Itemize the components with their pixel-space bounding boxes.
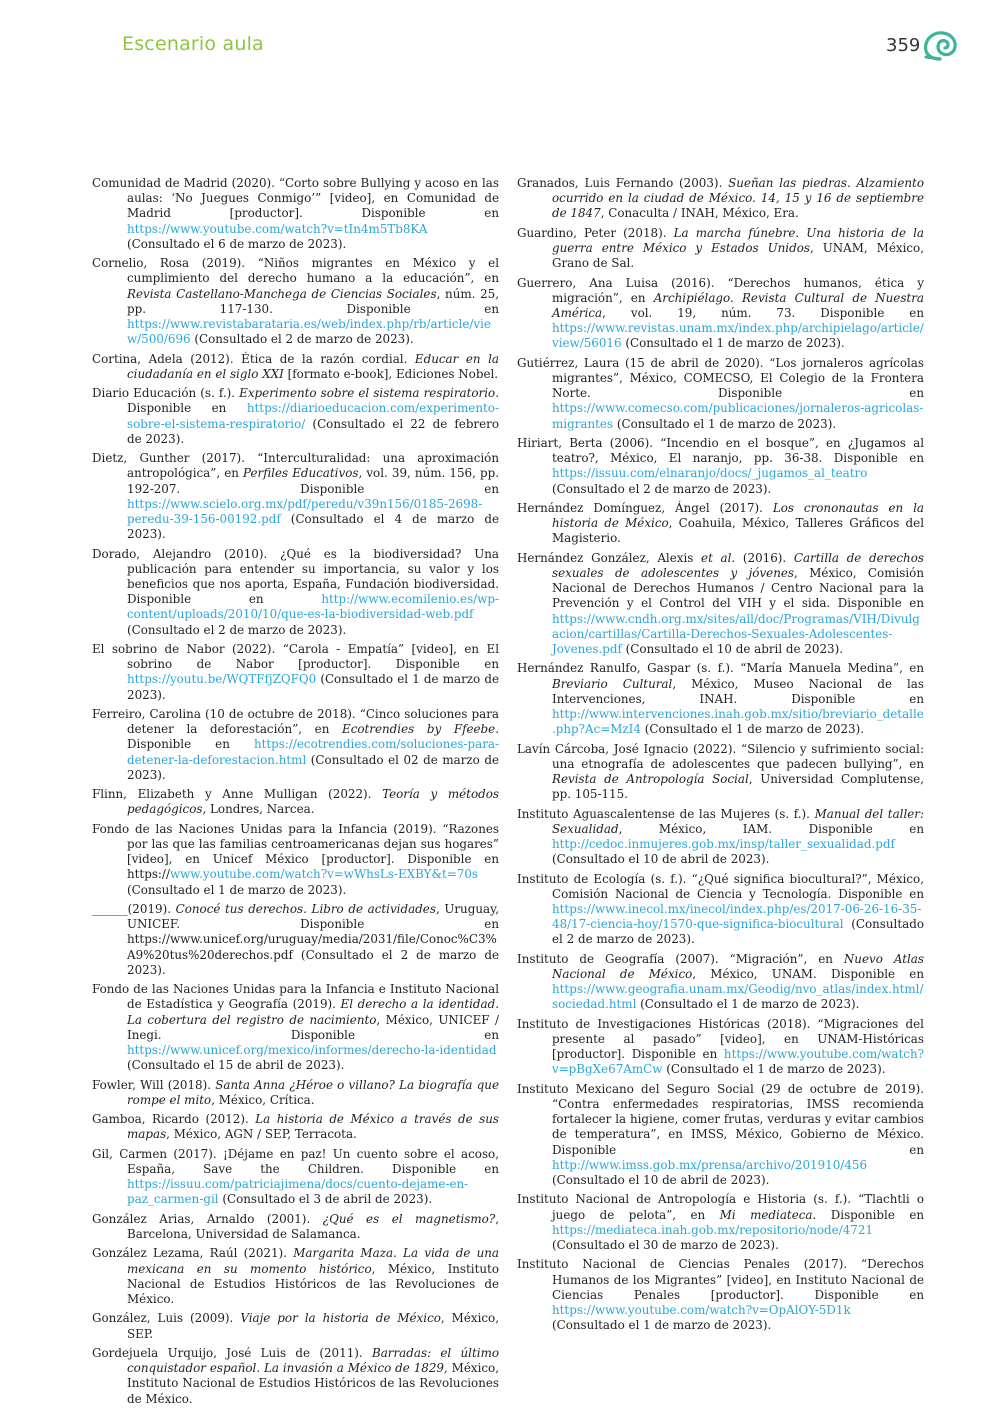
reference-text: Fondo de las Naciones Unidas para la Infancia (2019). “Razones por las que las familias centroamericanas dejan sus hogares” [video], en Unicef México [productor]. Disponible en https:// — [92, 821, 499, 882]
reference-text: Gil, Carmen (2017). ¡Déjame en paz! Un cuento sobre el acoso, España, Save the Children. Disponible en — [92, 1146, 499, 1177]
reference-link[interactable]: https://www.revistabarataria.es/web/index.php/rb/article/view/500/696 — [127, 317, 491, 347]
reference-entry — [92, 451, 499, 542]
reference-link[interactable]: https://www.unicef.org/mexico/informes/derecho-la-identidad — [127, 1043, 497, 1058]
reference-entry — [92, 1112, 499, 1142]
reference-entry — [517, 1082, 924, 1188]
reference-text: González, Luis (2009). — [92, 1311, 241, 1326]
reference-text: , núm. 25, pp. 117-130. Disponible en — [127, 286, 500, 316]
reference-entry — [517, 436, 924, 497]
reference-text: Hernández Domínguez, Ángel (2017). — [517, 501, 773, 515]
reference-entry — [92, 1246, 499, 1307]
reference-text: (Consultado el 10 de abril de 2023). — [621, 642, 844, 657]
reference-entry — [92, 547, 499, 638]
reference-text: Dietz, Gunther (2017). “Interculturalidad: una aproximación antropológica”, en — [92, 451, 499, 481]
reference-link[interactable]: https://www.scielo.org.mx/pdf/peredu/v39n156/0185-2698-peredu-39-156-00192.pdf — [127, 496, 483, 527]
reference-link[interactable]: http://www.ecomilenio.es/wp-content/uploads/2010/10/que-es-la-biodiversidad-web.pdf — [127, 592, 499, 622]
reference-entry — [517, 176, 924, 222]
reference-text: (Consultado el 22 de febrero de 2023). — [127, 416, 499, 446]
reference-text: Fowler, Will (2018). — [92, 1077, 216, 1092]
reference-link[interactable]: https://www.cndh.org.mx/sites/all/doc/Programas/VIH/Divulgacion/cartillas/Cartilla-Derechos-Sexuales-Adolescentes-Jovenes.pdf — [552, 611, 920, 657]
reference-entry — [517, 661, 924, 737]
reference-text: , México, Instituto Nacional de Estudios Históricos de las Revoluciones de México. — [127, 1361, 499, 1406]
reference-text: , Londres, Narcea. — [202, 802, 315, 817]
reference-text: , México, Museo Nacional de las Intervenciones, INAH. Disponible en — [552, 676, 925, 706]
reference-link[interactable]: https://ecotrendies.com/soluciones-para-detener-la-deforestacion.html — [127, 737, 499, 767]
reference-entry — [517, 226, 924, 272]
reference-text: Flinn, Elizabeth y Anne Mulligan (2022). — [92, 787, 383, 802]
reference-text: (Consultado el 1 de marzo de 2023). — [127, 672, 499, 702]
reference-link[interactable]: https://www.inecol.mx/inecol/index.php/es/2017-06-26-16-35-48/17-ciencia-hoy/1570-que-significa-biocultural — [552, 902, 922, 932]
reference-title: El derecho a la identidad. La cobertura del registro de nacimiento — [127, 997, 499, 1027]
spiral-shell-icon — [922, 29, 958, 61]
reference-title: Perfiles Educativos — [243, 466, 359, 481]
reference-entry — [92, 352, 499, 382]
reference-text: Instituto de Investigaciones Históricas (2018). “Migraciones del presente al pasado” [video], en UNAM-Históricas [productor]. Disponible en — [517, 1016, 924, 1062]
reference-text: (Consultado el 10 de abril de 2023). — [552, 852, 770, 867]
reference-text: Guerrero, Ana Luisa (2016). “Derechos humanos, ética y migración”, en — [517, 275, 924, 305]
reference-entry — [92, 787, 499, 817]
reference-text: Gamboa, Ricardo (2012). — [92, 1112, 256, 1127]
reference-text: (Consultado el 2 de marzo de 2023). — [552, 481, 772, 496]
reference-entry — [517, 551, 924, 657]
reference-text: (Consultado el 1 de marzo de 2023). — [621, 336, 845, 351]
references-right-column — [517, 176, 924, 1338]
reference-title: Los crononautas en la historia de México — [552, 501, 925, 531]
reference-text: (Consultado el 2 de marzo de 2023). — [190, 332, 414, 347]
reference-text: Instituto Aguascalentense de las Mujeres (s. f.). — [517, 806, 815, 821]
reference-title: Santa Anna ¿Héroe o villano? La biografía que rompe el mito — [127, 1077, 499, 1107]
reference-text: (Consultado el 1 de marzo de 2023). — [662, 1062, 886, 1077]
reference-entry — [92, 1212, 499, 1242]
reference-title: Breviario Cultural — [552, 676, 673, 691]
reference-text: (Consultado el 1 de marzo de 2023). — [640, 722, 865, 737]
reference-text: Instituto de Geografía (2007). “Migración”, en — [517, 951, 844, 966]
reference-title: Viaje por la historia de México — [240, 1311, 441, 1326]
reference-text: , México, AGN / SEP, Terracota. — [166, 1127, 357, 1142]
reference-entry — [517, 1192, 924, 1253]
references-left-column — [92, 176, 499, 1411]
reference-text: (2016). — [735, 550, 794, 565]
reference-text: , México, SEP. — [127, 1311, 499, 1341]
reference-title: Ecotrendies by Ffeebe — [342, 722, 496, 737]
reference-link[interactable]: https://www.youtube.com/watch?v=pBgXe67AmCw — [552, 1047, 924, 1077]
reference-text: Cortina, Adela (2012). Ética de la razón cordial. — [92, 351, 415, 366]
reference-text: , México, UNICEF / Inegi. Disponible en — [127, 1012, 499, 1042]
reference-link[interactable]: https://www.revistas.unam.mx/index.php/archipielago/article/view/56016 — [552, 321, 924, 351]
reference-text: Cornelio, Rosa (2019). “Niños migrantes en México y el cumplimiento del derecho humano a la educación”, en — [92, 256, 499, 286]
reference-entry — [517, 276, 924, 352]
reference-entry — [92, 902, 499, 978]
reference-title: Margarita Maza. La vida de una mexicana en su momento histórico — [127, 1246, 499, 1276]
reference-link[interactable]: https://mediateca.inah.gob.mx/repositorio/node/4721 — [552, 1222, 873, 1237]
reference-text: , Universidad Complutense, pp. 105-115. — [552, 772, 924, 802]
reference-text: Gordejuela Urquijo, José Luis de (2011). — [92, 1346, 372, 1360]
reference-text: (Consultado el 3 de abril de 2023). — [218, 1192, 433, 1207]
reference-entry — [92, 256, 499, 347]
reference-text: (Consultado el 1 de marzo de 2023). — [552, 1318, 772, 1333]
reference-text: , UNAM, México, Grano de Sal. — [552, 241, 924, 271]
reference-text: Instituto Nacional de Ciencias Penales (2017). “Derechos Humanos de los Migrantes” [video], en Instituto Nacional de Ciencias Penales [productor]. Disponible en — [517, 1257, 924, 1302]
reference-title: Educar en la ciudadanía en el siglo XXI — [127, 351, 499, 381]
reference-text: Gutiérrez, Laura (15 de abril de 2020). “Los jornaleros agrícolas migrantes”, México, COMECSO, El Colegio de la Frontera Norte. Disponible en — [517, 355, 924, 401]
reference-text: . Disponible en — [812, 1207, 925, 1222]
reference-entry — [517, 501, 924, 547]
reference-entry — [517, 872, 924, 948]
reference-link[interactable]: http://www.intervenciones.inah.gob.mx/sitio/breviario_detalle.php?Ac=MzI4 — [552, 707, 924, 737]
reference-title: Mi mediateca — [719, 1207, 813, 1222]
section-title: Escenario aula — [122, 33, 264, 55]
reference-link[interactable]: https://issuu.com/elnaranjo/docs/_jugamos_al_teatro — [552, 466, 868, 481]
reference-title: Conocé tus derechos. Libro de actividades — [175, 902, 436, 917]
reference-text: González Arias, Arnaldo (2001). — [92, 1211, 323, 1226]
reference-text: Guardino, Peter (2018). — [517, 225, 674, 240]
reference-text: . Disponible en — [127, 722, 499, 752]
reference-text: Instituto de Ecología (s. f.). “¿Qué significa biocultural?”, México, Comisión Nacional de Ciencia y Tecnología. Disponible en — [517, 871, 924, 901]
reference-entry — [517, 742, 924, 803]
reference-entry — [92, 1311, 499, 1341]
reference-title: Sueñan las piedras. Alzamiento ocurrido en la ciudad de México. 14, 15 y 16 de septiembre de 1847 — [552, 176, 924, 221]
reference-title: Cartilla de derechos sexuales de adolescentes y jóvenes — [552, 550, 924, 580]
reference-text: (Consultado el 2 de marzo de 2023). — [552, 917, 924, 947]
reference-text: , vol. 39, núm. 156, pp. 192-207. Disponible en — [127, 466, 499, 496]
reference-title: Revista de Antropología Social — [552, 772, 749, 787]
reference-link[interactable]: https://issuu.com/patriciajimena/docs/cuento-dejame-en-paz_carmen-gil — [127, 1177, 469, 1207]
reference-entry — [92, 1147, 499, 1208]
reference-link[interactable]: https://diarioeducacion.com/experimento-sobre-el-sistema-respiratorio/ — [127, 401, 499, 431]
reference-text: (Consultado el 30 de marzo de 2023). — [552, 1238, 779, 1253]
reference-entry — [92, 386, 499, 447]
reference-entry — [517, 807, 924, 868]
reference-text: (Consultado el 1 de marzo de 2023). — [127, 882, 347, 897]
reference-text: El sobrino de Nabor (2022). “Carola - Empatía” [video], en El sobrino de Nabor [productor]. Disponible en — [92, 642, 499, 672]
reference-text: Hernández González, Alexis — [517, 550, 702, 565]
reference-title: Barradas: el último conquistador español. La invasión a México de 1829 — [127, 1346, 499, 1376]
reference-text: Instituto Nacional de Antropología e Historia (s. f.). “Tlachtli o juego de pelota”, en — [517, 1192, 924, 1222]
reference-text: , México, Instituto Nacional de Estudios Históricos de las Revoluciones de México. — [127, 1261, 499, 1307]
reference-text: González Lezama, Raúl (2021). — [92, 1246, 294, 1261]
reference-title: Manual del taller: Sexualidad — [552, 806, 924, 836]
reference-text: Fondo de las Naciones Unidas para la Infancia e Instituto Nacional de Estadística y Geografía (2019). — [92, 982, 499, 1012]
reference-link[interactable]: https://www.youtube.com/watch?v=OpAlOY-5D1k — [552, 1303, 851, 1318]
reference-text: , México, Comisión Nacional de Derechos Humanos / Centro Nacional para la Prevención y el Control del VIH y el sida. Disponible en — [552, 566, 924, 611]
reference-text: . Disponible en — [127, 386, 499, 416]
reference-link[interactable]: http://cedoc.inmujeres.gob.mx/insp/taller_sexualidad.pdf — [552, 837, 895, 852]
reference-title: La historia de México a través de sus mapas — [127, 1112, 499, 1142]
reference-text: , México, Crítica. — [211, 1092, 315, 1107]
reference-text: (Consultado el 2 de marzo de 2023). — [127, 622, 347, 637]
reference-entry — [92, 176, 499, 252]
reference-text: (Consultado el 15 de abril de 2023). — [127, 1058, 345, 1073]
reference-entry — [92, 642, 499, 703]
reference-text: , Uruguay, UNICEF. Disponible en https://www.unicef.org/uruguay/media/2031/file/Conoc%C3%A9%20tus%20derechos.pdf (Consultado el 2 de marzo de 2023). — [127, 902, 499, 977]
reference-title: Revista Castellano-Manchega de Ciencias Sociales — [127, 286, 437, 301]
reference-text: , vol. 19, núm. 73. Disponible en — [602, 306, 924, 320]
reference-text: , Coahuila, México, Talleres Gráficos del Magisterio. — [552, 516, 924, 546]
reference-title: Nuevo Atlas Nacional de México — [552, 951, 924, 982]
reference-link[interactable]: http://www.imss.gob.mx/prensa/archivo/201910/456 — [552, 1157, 868, 1172]
reference-text: , Conaculta / INAH, México, Era. — [600, 206, 799, 221]
reference-title: et al. — [701, 550, 736, 565]
reference-text: Comunidad de Madrid (2020). “Corto sobre Bullying y acoso en las aulas: ‘No Juegues Conmigo’” [video], en Comunidad de Madrid [productor]. Disponible en — [92, 176, 499, 221]
reference-text: ______(2019). — [92, 902, 176, 917]
reference-text: Lavín Cárcoba, José Ignacio (2022). “Silencio y sufrimiento social: una etnografía de adolescentes que padecen bullying”, en — [517, 741, 924, 771]
reference-text: Dorado, Alejandro (2010). ¿Qué es la biodiversidad? Una publicación para entender su importancia, su valor y los beneficios que nos aporta, España, Fundación biodiversidad. Disponible en — [92, 546, 499, 607]
reference-text: (Consultado el 1 de marzo de 2023). — [636, 997, 860, 1012]
reference-title: Teoría y métodos pedagógicos — [127, 787, 499, 817]
reference-text: Hernández Ranulfo, Gaspar (s. f.). “María Manuela Medina”, en — [517, 661, 924, 676]
reference-text: (Consultado el 6 de marzo de 2023). — [127, 236, 347, 251]
reference-text: , Barcelona, Universidad de Salamanca. — [127, 1211, 499, 1242]
reference-text: , México, IAM. Disponible en — [618, 821, 924, 836]
reference-entry — [517, 356, 924, 432]
reference-entry — [92, 1078, 499, 1108]
reference-text: Hiriart, Berta (2006). “Incendio en el bosque”, en ¿Jugamos al teatro?, México, El naranjo, pp. 36-38. Disponible en — [517, 436, 924, 466]
reference-title: La marcha fúnebre. Una historia de la guerra entre México y Estados Unidos — [552, 225, 924, 255]
reference-entry — [517, 1257, 924, 1333]
reference-entry — [92, 822, 499, 898]
reference-text: (Consultado el 4 de marzo de 2023). — [127, 512, 499, 542]
reference-text: Ferreiro, Carolina (10 de octubre de 2018). “Cinco soluciones para detener la deforestación”, en — [92, 707, 499, 737]
reference-entry — [92, 982, 499, 1073]
reference-entry — [517, 1017, 924, 1078]
reference-text: Granados, Luis Fernando (2003). — [517, 176, 729, 190]
reference-title: Archipiélago. Revista Cultural de Nuestra América — [552, 290, 924, 320]
reference-text: Instituto Mexicano del Seguro Social (29 de octubre de 2019). “Contra enfermedades respiratorias, IMSS recomienda fortalecer la higiene, comer frutas, verduras y evitar cambios de temperatura”, en IMSS, México, Gobierno de México. Disponible en — [517, 1081, 924, 1157]
reference-link[interactable]: https://www.geografia.unam.mx/Geodig/nvo_atlas/index.html/sociedad.html — [552, 982, 924, 1012]
reference-link[interactable]: https://www.comecso.com/publicaciones/jornaleros-agricolas-migrantes — [552, 401, 924, 431]
reference-link[interactable]: https://youtu.be/WQTFfjZQFQ0 — [127, 672, 317, 687]
reference-text: , México, UNAM. Disponible en — [692, 967, 924, 982]
reference-title: Experimento sobre el sistema respiratorio — [239, 386, 496, 401]
reference-title: ¿Qué es el magnetismo? — [322, 1211, 496, 1226]
reference-text: (Consultado el 10 de abril de 2023). — [552, 1173, 770, 1188]
reference-entry — [92, 1346, 499, 1407]
reference-entry — [92, 707, 499, 783]
reference-link[interactable]: www.youtube.com/watch?v=wWhsLs-EXBY&t=70s — [169, 867, 479, 882]
reference-link[interactable]: https://www.youtube.com/watch?v=tIn4m5Tb8KA — [127, 221, 428, 236]
reference-entry — [517, 952, 924, 1013]
reference-text: Diario Educación (s. f.). — [92, 386, 240, 401]
reference-text: (Consultado el 02 de marzo de 2023). — [127, 752, 499, 782]
reference-text: [formato e-book], Ediciones Nobel. — [283, 366, 499, 381]
page-number: 359 — [886, 35, 921, 56]
reference-text: (Consultado el 1 de marzo de 2023). — [613, 416, 837, 431]
